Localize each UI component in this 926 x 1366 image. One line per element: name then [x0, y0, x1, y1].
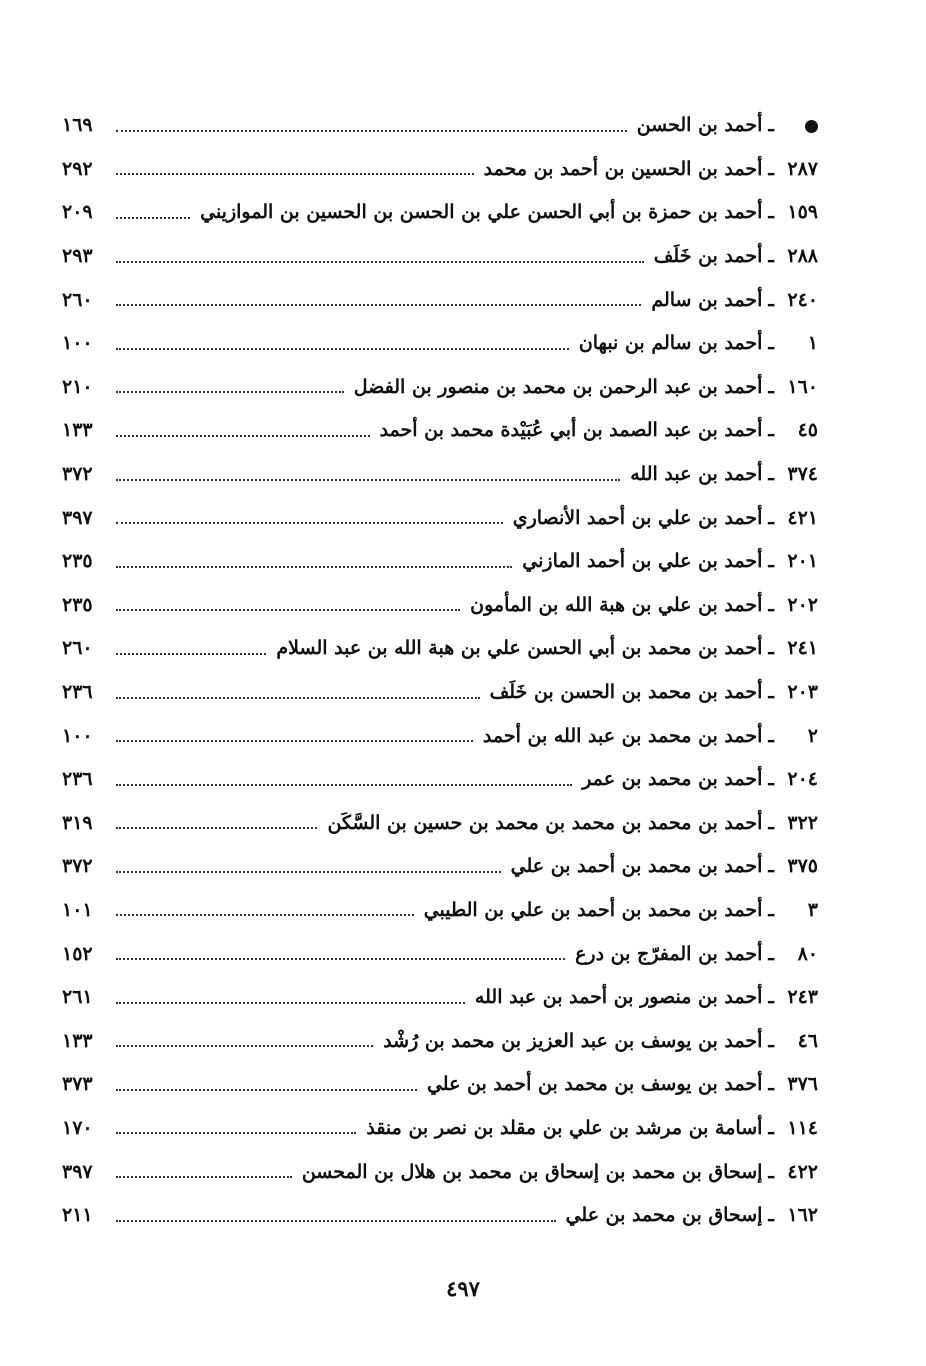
entry-name: أحمد بن محمد بن أبي الحسن علي بن هبة الله بن عبد السلام: [276, 637, 763, 660]
entry-page-number: ١٣٣: [62, 419, 93, 442]
index-entry: [62, 1150, 818, 1194]
entry-name: أحمد بن المفرّج بن درع: [575, 942, 763, 965]
index-entry: [62, 1019, 818, 1063]
dot-leader: [116, 304, 641, 306]
entry-number: ١٦٢: [787, 1204, 818, 1227]
index-entry: [62, 191, 818, 235]
entry-name: أحمد بن يوسف بن عبد العزيز بن محمد بن رُشْد: [383, 1029, 763, 1052]
entry-dash: ـ: [768, 463, 774, 486]
entry-dash: ـ: [768, 506, 774, 529]
entry-page-number: ١٠٠: [62, 332, 93, 355]
index-entry: [62, 976, 818, 1020]
entry-page-number: ٢٣٥: [62, 593, 93, 616]
entry-dash: ـ: [768, 157, 774, 180]
entry-page-number: ٢٦٠: [62, 288, 93, 311]
entry-page-number: ٣٩٧: [62, 1160, 93, 1183]
entry-page-number: ٣٩٧: [62, 506, 93, 529]
entry-name: أسامة بن مرشد بن علي بن مقلد بن نصر بن منقذ: [366, 1116, 763, 1139]
entry-page-number: ٣٧٣: [62, 1073, 93, 1096]
entry-number: ٤٢٢: [787, 1160, 818, 1183]
dot-leader: [116, 217, 190, 219]
index-entry: [62, 366, 818, 410]
entry-name: أحمد بن يوسف بن محمد بن أحمد بن علي: [426, 1073, 763, 1096]
entry-page-number: ٢١١: [62, 1204, 93, 1227]
entry-dash: ـ: [768, 288, 774, 311]
dot-leader: [116, 784, 572, 786]
entry-page-number: ٣١٩: [62, 811, 93, 834]
bullet-icon: [780, 116, 818, 135]
entry-number: ١٦٠: [787, 375, 818, 398]
index-entry: [62, 1194, 818, 1238]
entry-number: ١: [807, 332, 818, 355]
index-entry: [62, 1063, 818, 1107]
entry-name: أحمد بن محمد بن عمر: [582, 768, 763, 791]
entry-dash: ـ: [768, 1204, 774, 1227]
dot-leader: [116, 697, 480, 699]
entry-name: أحمد بن الحسين بن أحمد بن محمد: [483, 157, 763, 180]
entry-number: ٣: [807, 898, 818, 921]
entry-dash: ـ: [768, 114, 774, 137]
entry-name: أحمد بن سالم بن نبهان: [578, 332, 763, 355]
entry-name: أحمد بن منصور بن أحمد بن عبد الله: [474, 986, 763, 1009]
index-entry: [62, 453, 818, 497]
index-entry: [62, 714, 818, 758]
entry-dash: ـ: [768, 681, 774, 704]
index-entry: [62, 627, 818, 671]
entry-number: ٣٧٤: [787, 463, 818, 486]
dot-leader: [116, 130, 627, 132]
entry-dash: ـ: [768, 942, 774, 965]
entry-name: أحمد بن علي بن أحمد المازني: [522, 550, 763, 573]
dot-leader: [116, 173, 474, 175]
entry-name: أحمد بن عبد الصمد بن أبي عُبَيْدة محمد بن أحمد: [379, 419, 763, 442]
entry-number: ١٥٩: [787, 201, 818, 224]
entry-name: أحمد بن حمزة بن أبي الحسن علي بن الحسن بن الحسين بن الموازيني: [200, 201, 763, 224]
entry-dash: ـ: [768, 724, 774, 747]
index-entry: [62, 584, 818, 628]
page-number: ٤٩٧: [446, 1276, 480, 1301]
dot-leader: [116, 1220, 556, 1222]
entry-number: ٢٠٣: [787, 681, 818, 704]
index-entry: [62, 845, 818, 889]
entry-dash: ـ: [768, 593, 774, 616]
index-entry: [62, 104, 818, 148]
index-entry: [62, 802, 818, 846]
dot-leader: [116, 1002, 465, 1004]
entry-dash: ـ: [768, 375, 774, 398]
index-entry: [62, 322, 818, 366]
dot-leader: [116, 348, 569, 350]
entry-name: أحمد بن عبد الرحمن بن محمد بن منصور بن الفضل: [353, 375, 763, 398]
entry-dash: ـ: [768, 1073, 774, 1096]
entry-number: ٢: [807, 724, 818, 747]
index-entry: [62, 496, 818, 540]
entry-page-number: ٢٣٦: [62, 681, 93, 704]
entry-number: ٤٦: [797, 1029, 818, 1052]
entry-name: أحمد بن علي بن هبة الله بن المأمون: [470, 593, 763, 616]
entry-page-number: ١٠١: [62, 898, 93, 921]
entry-name: أحمد بن محمد بن محمد بن محمد بن حسين بن السَّكَن: [327, 811, 763, 834]
index-entry: [62, 409, 818, 453]
entry-dash: ـ: [768, 419, 774, 442]
entry-dash: ـ: [768, 986, 774, 1009]
entry-dash: ـ: [768, 637, 774, 660]
entry-number: ٢٤١: [787, 637, 818, 660]
dot-leader: [116, 566, 512, 568]
dot-leader: [116, 522, 503, 524]
dot-leader: [116, 479, 620, 481]
index-entry: [62, 148, 818, 192]
entry-dash: ـ: [768, 245, 774, 268]
dot-leader: [116, 391, 344, 393]
entry-dash: ـ: [768, 1160, 774, 1183]
entry-dash: ـ: [768, 1116, 774, 1139]
entry-page-number: ٣٧٢: [62, 855, 93, 878]
entry-name: أحمد بن محمد بن عبد الله بن أحمد: [482, 724, 763, 747]
entry-number: ٣٧٥: [787, 855, 818, 878]
index-list: [62, 104, 818, 1237]
entry-number: ١١٤: [787, 1116, 818, 1139]
entry-page-number: ٢٩٢: [62, 157, 93, 180]
entry-page-number: ٣٧٢: [62, 463, 93, 486]
entry-number: ٢٠٤: [787, 768, 818, 791]
dot-leader: [116, 435, 370, 437]
entry-number: ٤٥: [797, 419, 818, 442]
index-entry: [62, 540, 818, 584]
entry-page-number: ١٦٩: [62, 114, 93, 137]
dot-leader: [116, 1089, 417, 1091]
entry-dash: ـ: [768, 1029, 774, 1052]
index-entry: [62, 889, 818, 933]
dot-leader: [116, 261, 644, 263]
entry-dash: ـ: [768, 898, 774, 921]
entry-name: أحمد بن عبد الله: [630, 463, 763, 486]
index-entry: [62, 278, 818, 322]
entry-page-number: ٢٦٠: [62, 637, 93, 660]
entry-dash: ـ: [768, 201, 774, 224]
entry-number: ٣٢٢: [787, 811, 818, 834]
dot-leader: [116, 609, 460, 611]
entry-name: إسحاق بن محمد بن علي: [565, 1204, 763, 1227]
entry-dash: ـ: [768, 855, 774, 878]
dot-leader: [116, 1045, 373, 1047]
dot-leader: [116, 653, 266, 655]
entry-number: ٢٠٢: [787, 593, 818, 616]
dot-leader: [116, 914, 414, 916]
dot-leader: [116, 1132, 356, 1134]
entry-number: ٢٤٠: [787, 288, 818, 311]
entry-page-number: ١٣٣: [62, 1029, 93, 1052]
dot-leader: [116, 827, 317, 829]
entry-dash: ـ: [768, 768, 774, 791]
dot-leader: [116, 958, 565, 960]
entry-name: أحمد بن خَلَف: [653, 245, 763, 268]
index-entry: [62, 1107, 818, 1151]
entry-page-number: ١٠٠: [62, 724, 93, 747]
entry-page-number: ١٧٠: [62, 1116, 93, 1139]
entry-number: ٢٤٣: [787, 986, 818, 1009]
entry-number: ٢٨٨: [787, 245, 818, 268]
dot-leader: [116, 1176, 292, 1178]
entry-name: أحمد بن محمد بن الحسن بن خَلَف: [489, 681, 763, 704]
entry-page-number: ١٥٢: [62, 942, 93, 965]
entry-page-number: ٢٩٣: [62, 245, 93, 268]
entry-name: أحمد بن محمد بن أحمد بن علي بن الطيبي: [423, 898, 763, 921]
entry-name: أحمد بن الحسن: [636, 114, 763, 137]
entry-number: ٨٠: [797, 942, 818, 965]
entry-page-number: ٢١٠: [62, 375, 93, 398]
entry-number: ٢٠١: [787, 550, 818, 573]
entry-number: ٤٢١: [787, 506, 818, 529]
index-entry: [62, 758, 818, 802]
bullet-icon: [805, 120, 818, 133]
entry-number: ٢٨٧: [787, 157, 818, 180]
entry-name: أحمد بن محمد بن أحمد بن علي: [510, 855, 763, 878]
dot-leader: [116, 740, 473, 742]
entry-number: ٣٧٦: [787, 1073, 818, 1096]
entry-page-number: ٢٦١: [62, 986, 93, 1009]
index-entry: [62, 235, 818, 279]
entry-name: أحمد بن سالم: [651, 288, 763, 311]
entry-name: أحمد بن علي بن أحمد الأنصاري: [512, 506, 763, 529]
entry-dash: ـ: [768, 811, 774, 834]
entry-dash: ـ: [768, 550, 774, 573]
entry-page-number: ٢٣٥: [62, 550, 93, 573]
entry-page-number: ٢٣٦: [62, 768, 93, 791]
index-entry: [62, 671, 818, 715]
entry-dash: ـ: [768, 332, 774, 355]
entry-page-number: ٢٠٩: [62, 201, 93, 224]
entry-name: إسحاق بن محمد بن إسحاق بن محمد بن هلال بن المحسن: [301, 1160, 763, 1183]
index-entry: [62, 932, 818, 976]
dot-leader: [116, 871, 501, 873]
